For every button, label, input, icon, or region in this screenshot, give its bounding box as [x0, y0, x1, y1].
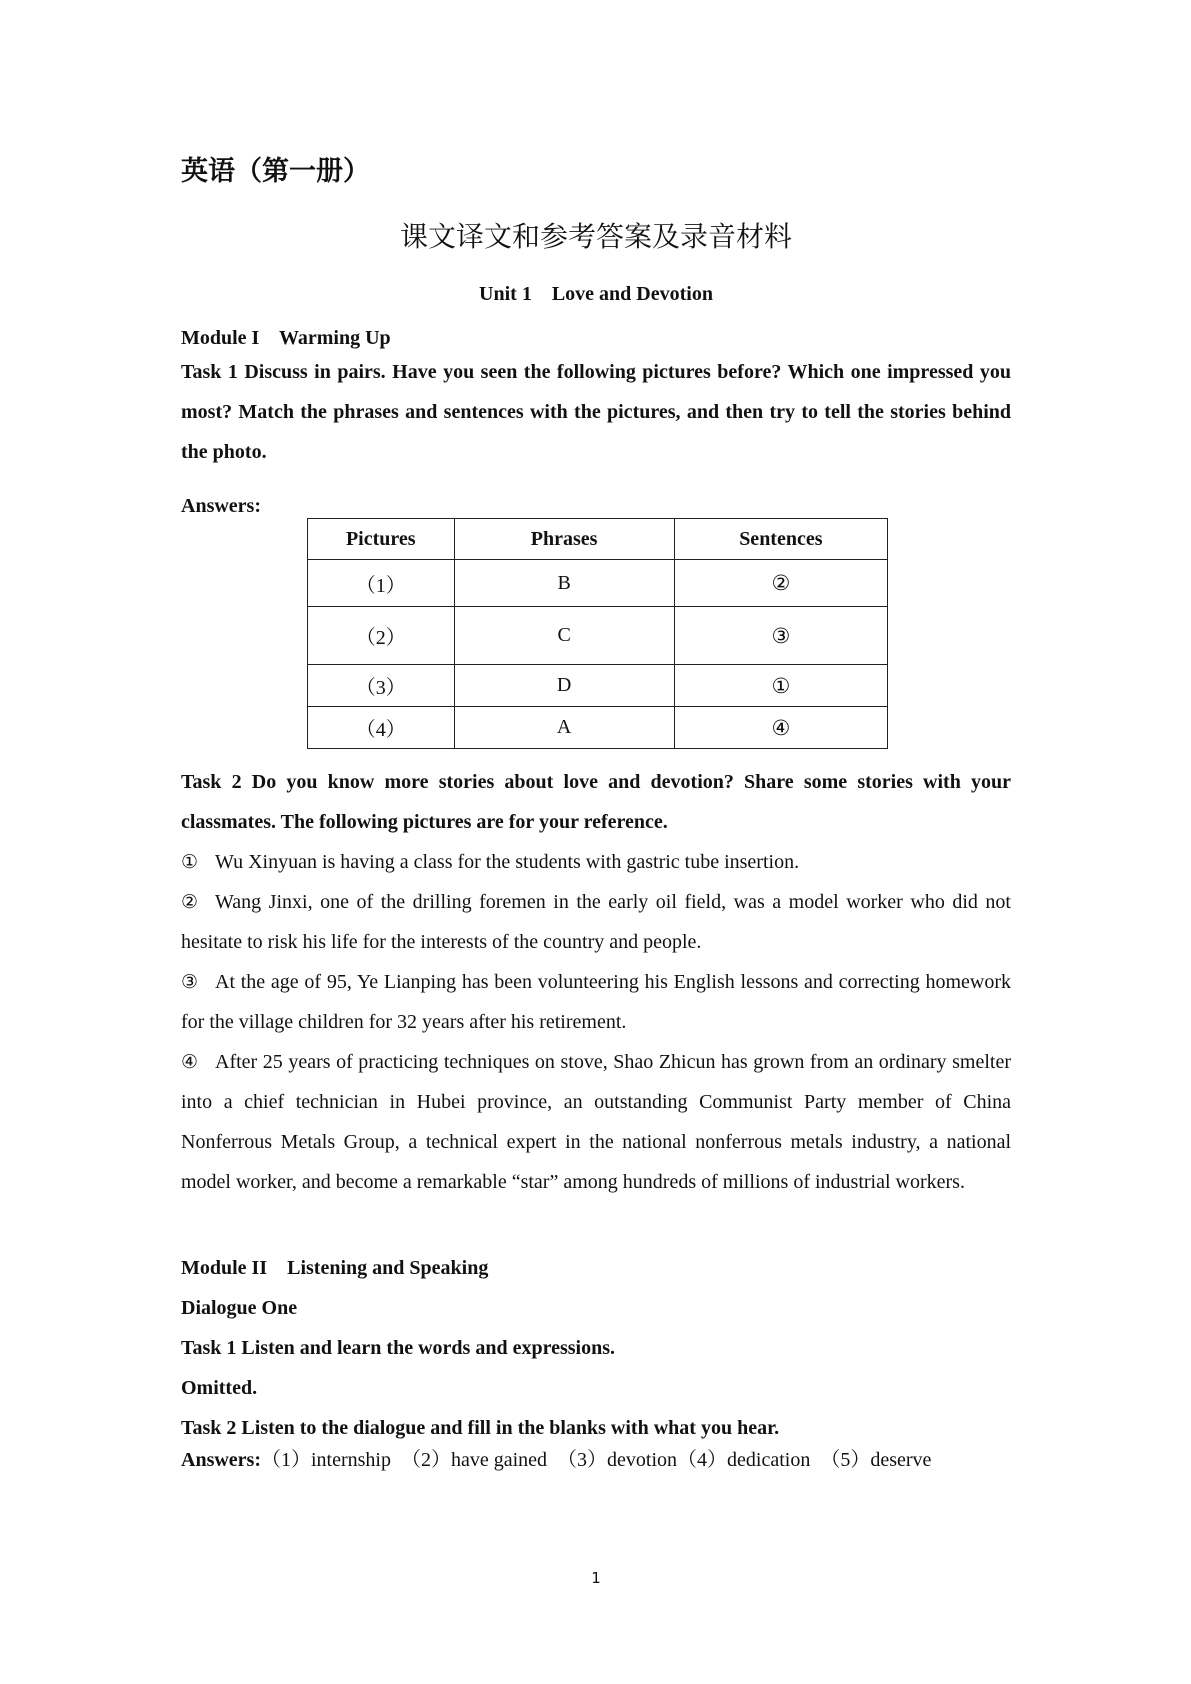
table-header-row	[308, 519, 888, 560]
module2-task2: Task 2 Listen to the dialogue and fill in the blanks with what you hear.	[181, 1417, 780, 1439]
header-pictures: Pictures	[308, 519, 455, 560]
cell-sentence: ③	[674, 607, 887, 665]
story-number: ①	[181, 851, 199, 873]
story-2	[181, 882, 1011, 962]
cell-phrase: C	[454, 607, 674, 665]
story-number: ④	[181, 1051, 199, 1073]
cell-sentence: ②	[674, 560, 887, 607]
story-number: ③	[181, 971, 199, 993]
module1-task1: Task 1 Discuss in pairs. Have you seen the following pictures before? Which one impressed you most? Match the phrases and sentences with the pictures, and then try to tell the stories behind the photo.	[181, 361, 1011, 463]
cell-sentence: ①	[674, 665, 887, 707]
book-title: 英语（第一册）	[181, 156, 370, 187]
module1-heading: Module I Warming Up	[181, 327, 391, 349]
story-3	[181, 962, 1011, 1042]
omitted-note: Omitted.	[181, 1377, 258, 1399]
story-1	[181, 842, 1011, 882]
module2-answers	[181, 1446, 931, 1474]
dialogue-heading: Dialogue One	[181, 1297, 298, 1319]
cell-picture: （4）	[308, 707, 455, 749]
table-row	[308, 607, 888, 665]
story-text: Wang Jinxi, one of the drilling foremen in the early oil field, was a model worker who did not hesitate to risk his life for the interests of the country and people.	[181, 891, 1011, 953]
table-row	[308, 560, 888, 607]
unit-title: Unit 1 Love and Devotion	[479, 283, 713, 305]
module1-task2: Task 2 Do you know more stories about love and devotion? Share some stories with your classmates. The following pictures are for your reference.	[181, 771, 1011, 833]
table-row	[308, 707, 888, 749]
story-4	[181, 1042, 1011, 1202]
document-title: 课文译文和参考答案及录音材料	[399, 220, 792, 253]
answers-label: Answers:	[181, 1449, 261, 1471]
header-phrases: Phrases	[454, 519, 674, 560]
story-text: At the age of 95, Ye Lianping has been volunteering his English lessons and correcting homework for the village children for 32 years after his retirement.	[181, 971, 1011, 1033]
module2-task1: Task 1 Listen and learn the words and expressions.	[181, 1337, 615, 1359]
answers-text: （1）internship （2）have gained （3）devotion（4）dedication （5）deserve	[261, 1449, 932, 1471]
module2-heading: Module II Listening and Speaking	[181, 1257, 489, 1279]
module1-answers-label: Answers:	[181, 495, 261, 517]
cell-phrase: B	[454, 560, 674, 607]
page-number: 1	[591, 1569, 601, 1587]
story-text: Wu Xinyuan is having a class for the students with gastric tube insertion.	[215, 851, 800, 873]
story-number: ②	[181, 891, 199, 913]
cell-phrase: A	[454, 707, 674, 749]
cell-phrase: D	[454, 665, 674, 707]
cell-picture: （3）	[308, 665, 455, 707]
cell-picture: （1）	[308, 560, 455, 607]
document-page	[181, 0, 1011, 1684]
answers-table	[307, 518, 888, 749]
cell-picture: （2）	[308, 607, 455, 665]
story-text: After 25 years of practicing techniques on stove, Shao Zhicun has grown from an ordinary smelter into a chief technician in Hubei province, an outstanding Communist Party member of China Nonferrous Metals Group, a technical expert in the national nonferrous metals industry, a national model worker, and become a remarkable “star” among hundreds of millions of industrial workers.	[181, 1051, 1011, 1193]
table-row	[308, 665, 888, 707]
header-sentences: Sentences	[674, 519, 887, 560]
cell-sentence: ④	[674, 707, 887, 749]
